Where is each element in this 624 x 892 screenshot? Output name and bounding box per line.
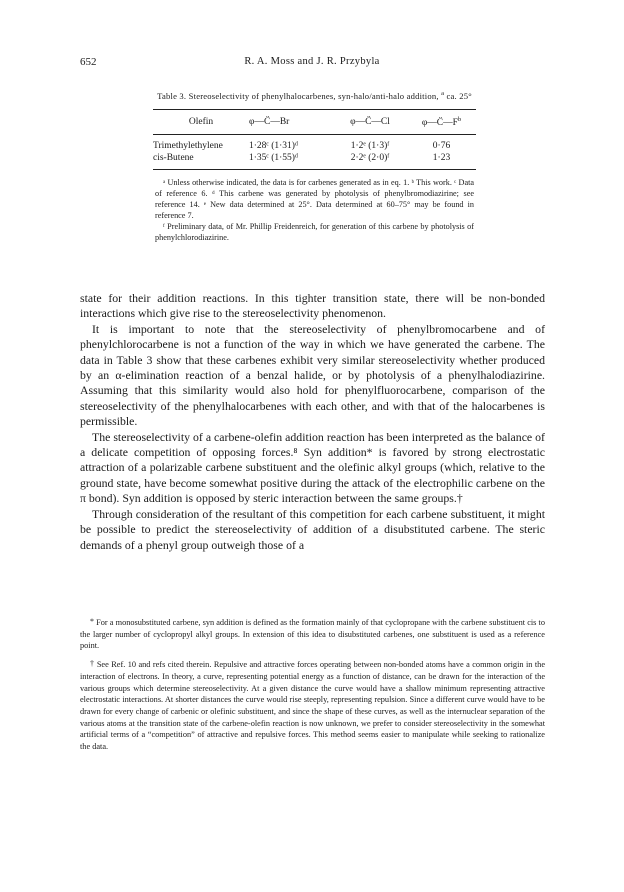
footnote-mark: † [90,659,95,669]
paragraph: The stereoselectivity of a carbene-olefin addition reaction has been interpreted as the balance of a delicate competition of opposing forces.⁸ Syn addition* is favored by strong electrostatic attraction of a polarizable carbene substituent and the olefinic alkyl groups (which, relative to the ground state, have become somewhat positive during the attack of the electrophilic carbene on the π bond). Syn addition is opposed by steric interaction between the same groups.† [80,429,545,506]
cell-br: 1·28ᶜ (1·31)ᵈ [249,140,298,151]
cell-olefin: Trimethylethylene [153,140,223,151]
cell-olefin: cis-Butene [153,152,194,163]
cell-cl: 2·2ᵉ (2·0)ᶠ [350,152,390,163]
header-phenylbromocarbene: φ—C̈—Br [249,116,290,127]
footnote [80,616,545,652]
table-caption [153,88,476,102]
cell-cl: 1·2ᵉ (1·3)ᶠ [350,140,390,151]
cell-br: 1·35ᶜ (1·55)ᵈ [249,152,298,163]
cell-f: 0·76 [432,140,451,151]
footnote [80,658,545,753]
stereoselectivity-table [153,109,476,170]
table-3 [153,88,476,243]
table-footnote: ᵃ Unless otherwise indicated, the data is for carbenes generated as in eq. 1. ᵇ This work. ᶜ Data of reference 6. ᵈ This carbene was generated by photolysis of phenylbromodiazirine; see reference 14. ᵉ New data determined at 25°. Data determined at 60–75° may be found in reference 7. [155,177,474,220]
page-footnotes [80,616,545,759]
table-row [153,152,476,170]
cell-f: 1·23 [432,152,451,163]
paragraph: It is important to note that the stereoselectivity of phenylbromocarbene and of phenylchlorocarbene is not a function of the way in which we have generated the carbene. The data in Table 3 show that these carbenes exhibit very similar stereoselectivity whether produced by an α-elimination reaction of a benzal halide, or by photolysis of a phenylhalodiazirine. Assuming that this similarity would also hold for phenylfluorocarbene, comparison of the stereoselectivity of the phenylhalocarbenes with each other, and with that of the halocarbenes is permissible. [80,321,545,429]
paragraph: Through consideration of the resultant of this competition for each carbene substituent, it might be possible to predict the stereoselectivity of addition of a disubstituted carbene. The steric demands of a phenyl group outweigh those of a [80,506,545,552]
header-phenylfluorocarbene: $\varphi—C̈—F^b$ [421,115,462,128]
table-label: Table 3. [157,90,187,101]
table-title-note-mark: a [441,90,445,97]
footnote-mark: * [90,617,94,626]
running-head-authors: R. A. Moss and J. R. Przybyla [244,56,380,67]
header-olefin: Olefin [188,116,214,127]
header-phenylchlorocarbene: φ—C̈—Cl [350,116,390,127]
table-header-row [153,109,476,134]
table-footnotes [153,177,476,243]
table-row [153,134,476,152]
body-text [80,291,545,553]
table-title-suffix: ca. 25° [446,90,472,101]
table-footnote: ᶠ Preliminary data, of Mr. Phillip Freidenreich, for generation of this carbene by photolysis of phenylchlorodiazirine. [155,221,474,242]
paragraph: state for their addition reactions. In this tighter transition state, there will be non-bonded interactions which give rise to the stereoselectivity phenomenon. [80,291,545,321]
page-number: 652 [80,56,97,68]
footnote-text: For a monosubstituted carbene, syn addition is defined as the formation mainly of that cyclopropane with the carbene substituent cis to the larger number of cyclopropyl alkyl groups. In extension of this idea to disubstituted carbenes, one substituent is used as a reference point. [80,618,545,651]
table-title: Stereoselectivity of phenylhalocarbenes, syn-halo/anti-halo addition, [188,90,439,101]
footnote-text: See Ref. 10 and refs cited therein. Repulsive and attractive forces operating between non-bonded atoms have a common origin in the interaction of electrons. In theory, a curve, representing potential energy as a function of distance, can be drawn for the interaction of the various groups which determine stereoselectivity. At a given distance the curve would have a shallow minimum representing attractive electrostatic interactions. At shorter distances the curve would rise steeply, representing repulsion. Since a different curve would have to be drawn for every change of carbenic or olefinic substituent, and since the shape of these curves, as well as the internuclear separation of the various atoms at the transition state of the carbene-olefin reaction is now unknown, we prefer to consider stereoselectivity in the somewhat artificial terms of a “competition” of attractive and repulsive forces. This method seems easier to manipulate while seeking to rationalize the data. [80,660,545,752]
